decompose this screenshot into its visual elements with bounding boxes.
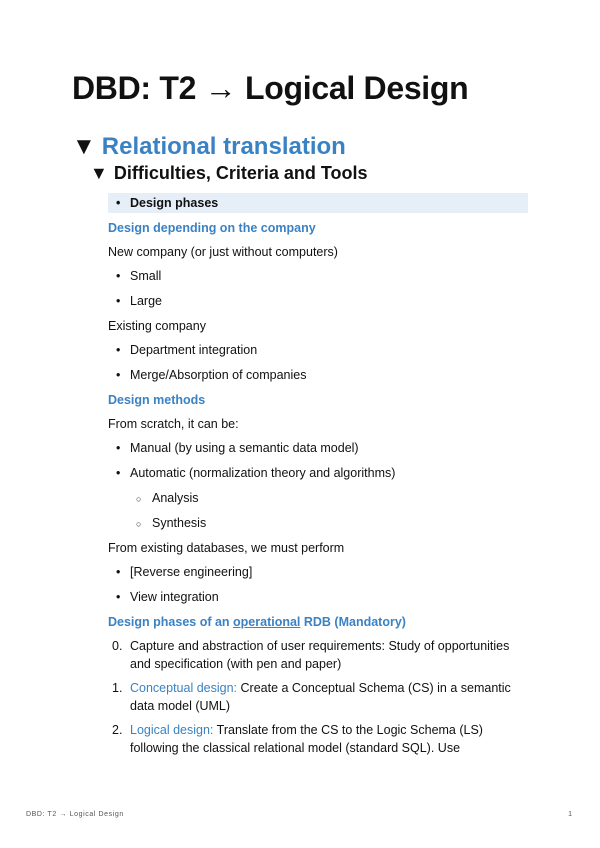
page-number: 1 bbox=[568, 811, 572, 818]
list-item: • View integration bbox=[108, 588, 528, 606]
toggle-triangle-icon[interactable]: ▼ bbox=[90, 163, 108, 183]
list-item: ○ Analysis bbox=[130, 489, 528, 507]
existing-company-list bbox=[108, 341, 528, 384]
phases-heading bbox=[108, 613, 528, 631]
new-company-list bbox=[108, 267, 528, 310]
page-title: DBD: T2 → Logical Design bbox=[72, 70, 469, 106]
existing-db-label: From existing databases, we must perform bbox=[108, 541, 345, 555]
list-item: • Large bbox=[108, 292, 528, 310]
section-heading-text: Relational translation bbox=[101, 133, 346, 160]
toggle-triangle-icon[interactable]: ▼ bbox=[72, 133, 96, 160]
automatic-sublist bbox=[130, 489, 528, 532]
list-item-text: Capture and abstraction of user requirements: Study of opportunities and specification (with pen and paper) bbox=[130, 639, 510, 671]
list-item: • Merge/Absorption of companies bbox=[108, 366, 528, 384]
section-heading[interactable] bbox=[72, 133, 346, 161]
list-number: 2. bbox=[112, 723, 123, 737]
phases-heading-pre: Design phases of an bbox=[108, 615, 234, 629]
new-company-label: New company (or just without computers) bbox=[108, 245, 338, 259]
list-item-text: Create a Conceptual Schema (CS) in a semantic data model (UML) bbox=[130, 681, 511, 713]
list-number: 1. bbox=[112, 681, 123, 695]
list-item: • [Reverse engineering] bbox=[108, 563, 528, 581]
scratch-label: From scratch, it can be: bbox=[108, 417, 239, 431]
highlighted-bullet: • Design phases bbox=[108, 193, 528, 213]
content bbox=[108, 193, 528, 763]
existing-db-list bbox=[108, 563, 528, 606]
subsection-heading-text: Difficulties, Criteria and Tools bbox=[113, 163, 368, 183]
list-item-text: Translate from the CS to the Logic Schema (LS) following the classical relational model (standard SQL). Use bbox=[130, 723, 483, 755]
list-item: • Manual (by using a semantic data model) bbox=[108, 439, 528, 457]
logical-design-label: Logical design: bbox=[130, 723, 214, 737]
conceptual-design-label: Conceptual design: bbox=[130, 681, 238, 695]
list-item: • Small bbox=[108, 267, 528, 285]
list-item-text: Automatic (normalization theory and algorithms) bbox=[130, 466, 396, 480]
list-item bbox=[108, 679, 528, 715]
list-item: ○ Synthesis bbox=[130, 514, 528, 532]
list-number: 0. bbox=[112, 639, 123, 653]
list-item bbox=[108, 637, 528, 673]
list-item: • Department integration bbox=[108, 341, 528, 359]
phases-heading-post: RDB (Mandatory) bbox=[300, 615, 406, 629]
subsection-heading[interactable] bbox=[90, 163, 368, 184]
footer-title: DBD: T2 → Logical Design bbox=[26, 811, 124, 818]
operational-link[interactable]: operational bbox=[233, 615, 301, 629]
list-item bbox=[108, 464, 528, 532]
list-item bbox=[108, 721, 528, 757]
scratch-list bbox=[108, 439, 528, 532]
methods-heading: Design methods bbox=[108, 393, 206, 407]
company-heading: Design depending on the company bbox=[108, 221, 316, 235]
phases-list bbox=[108, 637, 528, 757]
existing-company-label: Existing company bbox=[108, 319, 206, 333]
